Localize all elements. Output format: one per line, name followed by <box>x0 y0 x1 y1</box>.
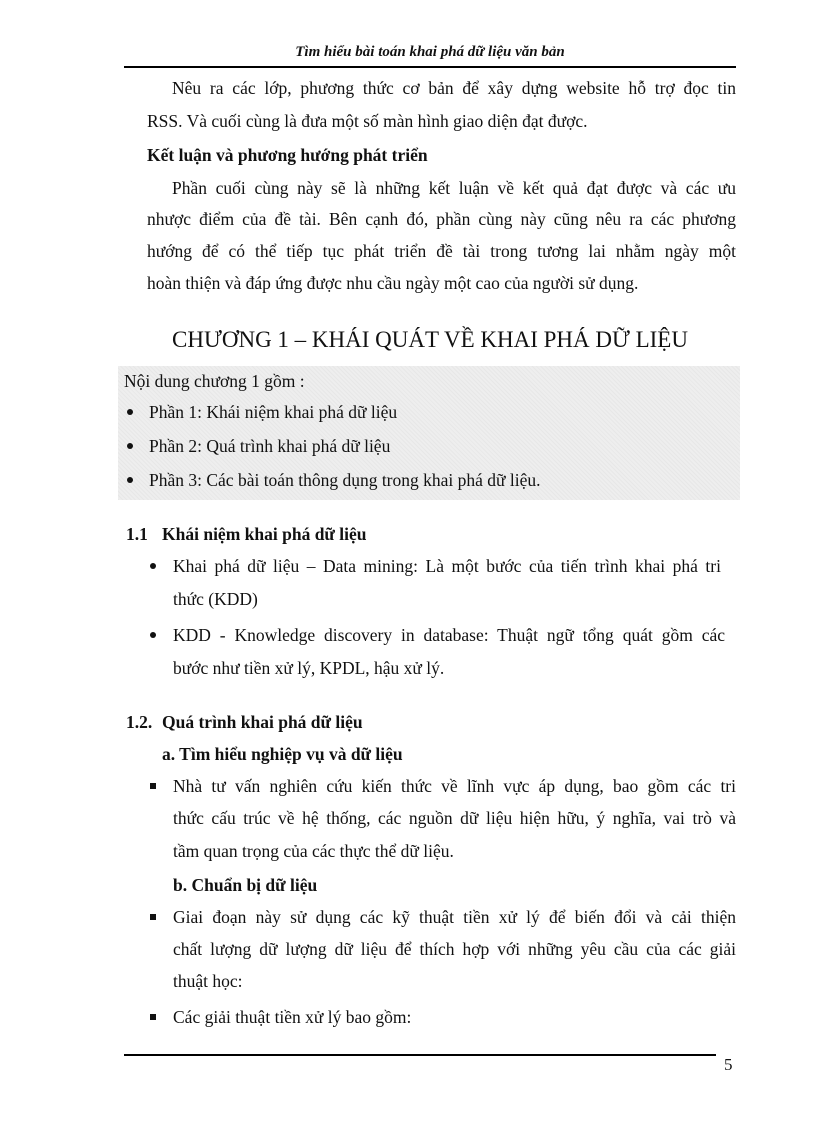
footer-rule <box>124 1054 716 1056</box>
bullet-dot-icon <box>150 563 156 569</box>
header-rule <box>124 66 736 68</box>
s11-bullet1-line2: thức (KDD) <box>173 589 258 609</box>
section-1-2-number: 1.2. <box>126 712 153 732</box>
summary-item: Phần 2: Quá trình khai phá dữ liệu <box>149 436 391 456</box>
subsection-b-title: b. Chuẩn bị dữ liệu <box>173 875 318 895</box>
bullet-square-icon <box>150 1014 156 1020</box>
bullet-dot-icon <box>150 632 156 638</box>
intro-p1-line1: Nêu ra các lớp, phương thức cơ bản để xây dựng website hỗ trợ đọc tin <box>172 78 736 98</box>
conclusion-heading: Kết luận và phương hướng phát triển <box>147 145 428 165</box>
summary-item: Phần 1: Khái niệm khai phá dữ liệu <box>149 402 398 422</box>
intro-p2-line1: Phần cuối cùng này sẽ là những kết luận về kết quả đạt được và các ưu <box>172 178 736 198</box>
section-1-1-title: Khái niệm khai phá dữ liệu <box>162 524 367 544</box>
intro-p1-line2: RSS. Và cuối cùng là đưa một số màn hình giao diện đạt được. <box>147 111 588 131</box>
summary-intro: Nội dung chương 1 gồm : <box>124 371 305 391</box>
sub-b-line2: chất lượng dữ lượng dữ liệu để thích hợp với những yêu cầu của các giải <box>173 939 736 959</box>
section-1-2-title: Quá trình khai phá dữ liệu <box>162 712 363 732</box>
bullet-square-icon <box>150 783 156 789</box>
page-number: 5 <box>724 1055 733 1074</box>
intro-p2-line2: nhược điểm của đề tài. Bên cạnh đó, phần cùng này cũng nêu ra các phương <box>147 209 736 229</box>
sub-b-bullet2-line1: Các giải thuật tiền xử lý bao gồm: <box>173 1007 412 1027</box>
section-1-1-number: 1.1 <box>126 524 148 544</box>
chapter-title: CHƯƠNG 1 – KHÁI QUÁT VỀ KHAI PHÁ DỮ LIỆU <box>172 327 688 352</box>
sub-a-line3: tầm quan trọng của các thực thể dữ liệu. <box>173 841 454 861</box>
s11-bullet2-line1: KDD - Knowledge discovery in database: Thuật ngữ tổng quát gồm các <box>173 625 725 645</box>
sub-b-line1: Giai đoạn này sử dụng các kỹ thuật tiền xử lý để biến đổi và cải thiện <box>173 907 736 927</box>
summary-item: Phần 3: Các bài toán thông dụng trong khai phá dữ liệu. <box>149 470 541 490</box>
bullet-dot-icon <box>127 443 133 449</box>
intro-p2-line4: hoàn thiện và đáp ứng được nhu cầu ngày một cao của người sử dụng. <box>147 273 639 293</box>
bullet-square-icon <box>150 914 156 920</box>
running-header: Tìm hiểu bài toán khai phá dữ liệu văn bản <box>295 44 565 60</box>
sub-b-line3: thuật học: <box>173 971 243 991</box>
intro-p2-line3: hướng để có thể tiếp tục phát triển đề tài trong tương lai nhằm ngày một <box>147 241 736 261</box>
bullet-dot-icon <box>127 477 133 483</box>
sub-a-line2: thức cấu trúc về hệ thống, các nguồn dữ liệu hiện hữu, ý nghĩa, vai trò và <box>173 808 736 828</box>
subsection-a-title: a. Tìm hiểu nghiệp vụ và dữ liệu <box>162 744 403 764</box>
sub-a-line1: Nhà tư vấn nghiên cứu kiến thức về lĩnh vực áp dụng, bao gồm các tri <box>173 776 736 796</box>
s11-bullet2-line2: bước như tiền xử lý, KPDL, hậu xử lý. <box>173 658 445 678</box>
s11-bullet1-line1: Khai phá dữ liệu – Data mining: Là một bước của tiến trình khai phá tri <box>173 556 721 576</box>
bullet-dot-icon <box>127 409 133 415</box>
